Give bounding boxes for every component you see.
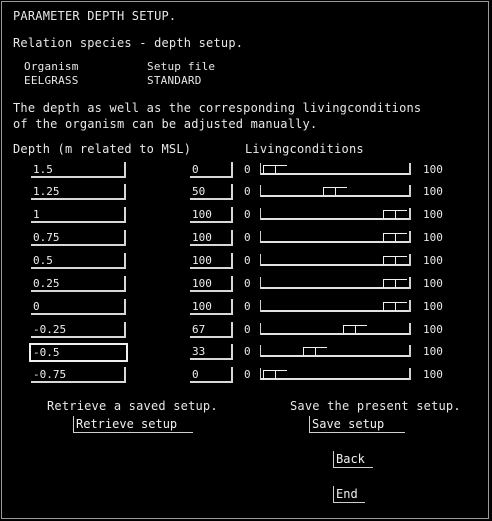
- table-row: [0, 276, 492, 296]
- slider-min-label: 0: [244, 277, 251, 290]
- page-subtitle: Relation species - depth setup.: [13, 36, 244, 50]
- condition-slider[interactable]: [260, 231, 411, 243]
- end-button[interactable]: End: [333, 486, 365, 503]
- retrieve-setup-button[interactable]: Retrieve setup: [73, 416, 193, 433]
- slider-max-label: 100: [423, 277, 443, 290]
- retrieve-caption: Retrieve a saved setup.: [47, 399, 218, 413]
- condition-slider[interactable]: [260, 254, 411, 266]
- slider-max-label: 100: [423, 208, 443, 221]
- organism-header: Organism: [24, 60, 79, 73]
- slider-thumb[interactable]: [383, 210, 407, 219]
- condition-slider[interactable]: [260, 368, 411, 380]
- slider-min-label: 0: [244, 185, 251, 198]
- organism-value: EELGRASS: [24, 74, 79, 87]
- slider-thumb[interactable]: [343, 325, 367, 334]
- slider-min-label: 0: [244, 231, 251, 244]
- table-row: [0, 299, 492, 319]
- depth-input[interactable]: 1.25: [31, 184, 126, 200]
- condition-value-input[interactable]: 50: [190, 184, 233, 200]
- depth-input[interactable]: 1: [31, 207, 126, 223]
- slider-max-label: 100: [423, 231, 443, 244]
- setup-file-value: STANDARD: [147, 74, 202, 87]
- slider-max-label: 100: [423, 300, 443, 313]
- condition-value-input[interactable]: 100: [190, 230, 233, 246]
- slider-min-label: 0: [244, 345, 251, 358]
- slider-min-label: 0: [244, 323, 251, 336]
- depth-column-header: Depth (m related to MSL): [13, 142, 192, 156]
- depth-input[interactable]: 0.5: [31, 253, 126, 269]
- description-line-1: The depth as well as the corresponding livingconditions: [13, 101, 422, 115]
- depth-input[interactable]: 0.25: [31, 276, 126, 292]
- condition-slider[interactable]: [260, 163, 411, 175]
- condition-slider[interactable]: [260, 300, 411, 312]
- depth-input[interactable]: 0.75: [31, 230, 126, 246]
- slider-max-label: 100: [423, 254, 443, 267]
- condition-slider[interactable]: [260, 323, 411, 335]
- slider-min-label: 0: [244, 208, 251, 221]
- slider-min-label: 0: [244, 368, 251, 381]
- setup-file-header: Setup file: [147, 60, 216, 73]
- save-caption: Save the present setup.: [290, 399, 461, 413]
- depth-input[interactable]: -0.25: [31, 322, 126, 338]
- window-title: PARAMETER DEPTH SETUP.: [13, 9, 177, 23]
- condition-value-input[interactable]: 33: [190, 344, 233, 360]
- slider-max-label: 100: [423, 345, 443, 358]
- slider-track: [261, 355, 409, 357]
- save-setup-button[interactable]: Save setup: [309, 416, 405, 433]
- slider-min-label: 0: [244, 300, 251, 313]
- condition-slider[interactable]: [260, 208, 411, 220]
- livingconditions-header: Livingconditions: [245, 142, 364, 156]
- slider-thumb[interactable]: [303, 347, 327, 356]
- slider-track: [261, 333, 409, 335]
- depth-input-active[interactable]: -0.5: [29, 343, 128, 362]
- table-row: [0, 344, 492, 364]
- slider-max-label: 100: [423, 185, 443, 198]
- condition-value-input[interactable]: 0: [190, 162, 233, 178]
- slider-thumb[interactable]: [323, 187, 347, 196]
- slider-thumb[interactable]: [383, 256, 407, 265]
- slider-thumb[interactable]: [263, 370, 287, 379]
- table-row: [0, 184, 492, 204]
- slider-max-label: 100: [423, 368, 443, 381]
- condition-value-input[interactable]: 100: [190, 253, 233, 269]
- slider-min-label: 0: [244, 254, 251, 267]
- depth-input[interactable]: 0: [31, 299, 126, 315]
- condition-value-input[interactable]: 0: [190, 367, 233, 383]
- back-button[interactable]: Back: [333, 451, 373, 468]
- slider-max-label: 100: [423, 323, 443, 336]
- condition-value-input[interactable]: 100: [190, 276, 233, 292]
- slider-thumb[interactable]: [263, 165, 287, 174]
- table-row: [0, 207, 492, 227]
- condition-slider[interactable]: [260, 277, 411, 289]
- slider-max-label: 100: [423, 163, 443, 176]
- condition-value-input[interactable]: 100: [190, 299, 233, 315]
- table-row: [0, 322, 492, 342]
- condition-slider[interactable]: [260, 345, 411, 357]
- condition-slider[interactable]: [260, 185, 411, 197]
- table-row: [0, 230, 492, 250]
- slider-thumb[interactable]: [383, 302, 407, 311]
- slider-min-label: 0: [244, 163, 251, 176]
- condition-value-input[interactable]: 67: [190, 322, 233, 338]
- table-row: [0, 367, 492, 387]
- table-row: [0, 253, 492, 273]
- table-row: [0, 162, 492, 182]
- depth-input[interactable]: -0.75: [31, 367, 126, 383]
- slider-thumb[interactable]: [383, 279, 407, 288]
- slider-thumb[interactable]: [383, 233, 407, 242]
- description-line-2: of the organism can be adjusted manually.: [13, 117, 318, 131]
- depth-input[interactable]: 1.5: [31, 162, 126, 178]
- condition-value-input[interactable]: 100: [190, 207, 233, 223]
